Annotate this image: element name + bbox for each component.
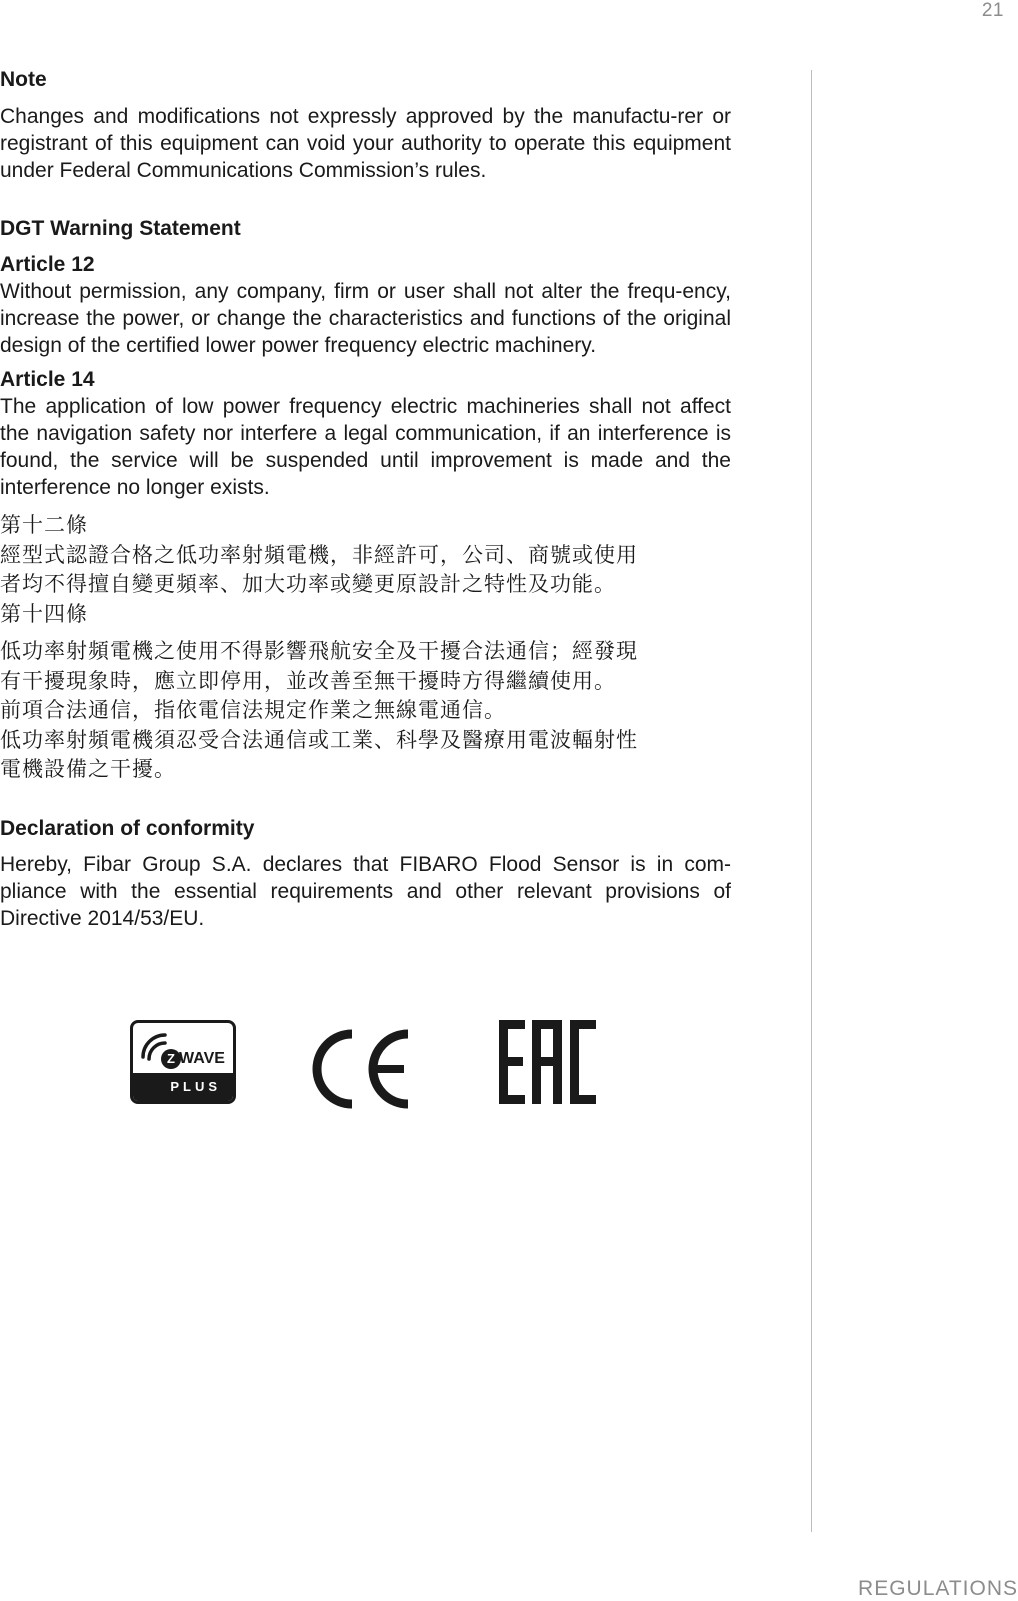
certification-logos	[0, 1018, 731, 1108]
cjk-article-14-line: 有干擾現象時，應立即停用，並改善至無干擾時方得繼續使用。	[0, 668, 616, 693]
section-label: REGULATIONS	[858, 1577, 1018, 1600]
article-12-text: Without permission, any company, firm or user shall not alter the frequ-ency, increase the power, or change the characteristics and functions of the original design of the certified lower power frequency electric machinery.	[0, 280, 731, 357]
cjk-article-14-line: 低功率射頻電機須忍受合法通信或工業、科學及醫療用電波輻射性	[0, 727, 638, 752]
column-divider	[811, 70, 812, 1532]
page-number: 21	[981, 0, 1004, 21]
eac-mark-icon	[499, 1018, 599, 1106]
cjk-article-12-title: 第十二條	[0, 513, 88, 537]
main-content	[0, 66, 731, 932]
article-14	[0, 366, 731, 501]
chinese-statement	[0, 511, 731, 785]
zwave-plus-label: PLUS	[133, 1073, 233, 1101]
note-heading: Note	[0, 68, 47, 91]
cjk-article-12-line: 經型式認證合格之低功率射頻電機，非經許可，公司、商號或使用	[0, 542, 638, 567]
cjk-article-14-line: 前項合法通信，指依電信法規定作業之無線電通信。	[0, 698, 506, 722]
cjk-article-14-title: 第十四條	[0, 601, 88, 626]
article-12	[0, 251, 731, 359]
dgt-heading: DGT Warning Statement	[0, 217, 241, 240]
ce-mark-icon	[306, 1028, 414, 1110]
article-14-heading: Article 14	[0, 368, 95, 391]
declaration-text: Hereby, Fibar Group S.A. declares that FIBARO Flood Sensor is in com-pliance with the essential requirements and other relevant provisions of Directive 2014/53/EU.	[0, 852, 731, 930]
article-12-heading: Article 12	[0, 253, 95, 276]
zwave-word: WAVE	[179, 1050, 225, 1067]
cjk-article-14-line: 電機設備之干擾。	[0, 757, 176, 781]
declaration-heading: Declaration of conformity	[0, 816, 255, 840]
zwave-plus-logo-icon	[130, 1020, 236, 1104]
cjk-article-14-line: 低功率射頻電機之使用不得影響飛航安全及干擾合法通信；經發現	[0, 639, 638, 663]
article-14-text: The application of low power frequency electric machineries shall not affect the navigation safety nor interfere a legal communication, if an interference is found, the service will be suspended until improvement is made and the interference no longer exists.	[0, 395, 731, 499]
note-text: Changes and modifications not expressly approved by the manufactu-rer or registrant of this equipment can void your authority to operate this equipment under Federal Communications Commission’s rules.	[0, 105, 731, 182]
zwave-z-letter: Z	[161, 1049, 181, 1069]
cjk-article-12-line: 者均不得擅自變更頻率、加大功率或變更原設計之特性及功能。	[0, 572, 616, 596]
